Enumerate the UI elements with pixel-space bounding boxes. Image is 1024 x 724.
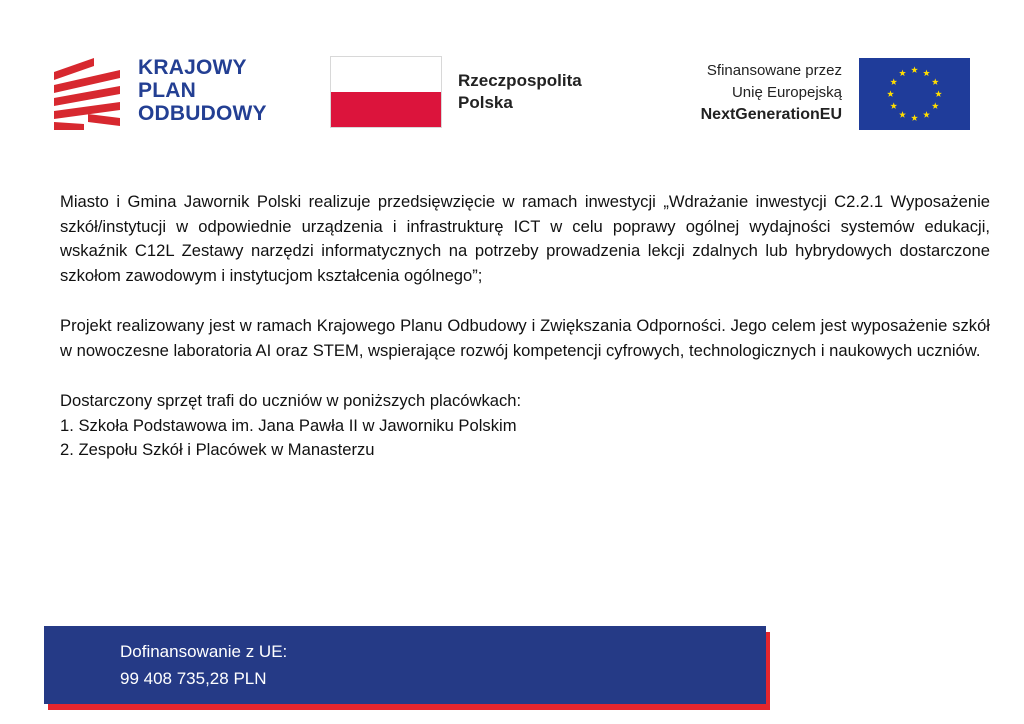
facilities-list <box>60 389 990 463</box>
eu-line-1: Sfinansowane przez <box>706 62 842 79</box>
kpo-line-3: ODBUDOWY <box>138 102 267 125</box>
funding-banner <box>44 626 766 704</box>
rp-logo-text <box>458 70 582 114</box>
polish-flag-icon <box>330 56 442 128</box>
paragraph-investment: Miasto i Gmina Jawornik Polski realizuje przedsięwzięcie w ramach inwestycji „Wdrażanie inwestycji C2.2.1 Wyposażenie szkół/instytucji w odpowiednie urządzenia i infrastrukturę ICT w celu poprawy ogólnej wydajności systemów edukacji, wskaźnik C12L Zestawy narzędzi informatycznych na potrzeby prowadzenia lekcji zdalnych lub hybrydowych dostarczone szkołom zawodowym i instytucjom kształcenia ogólnego”; <box>60 192 990 285</box>
facilities-heading: Dostarczony sprzęt trafi do uczniów w poniższych placówkach: <box>60 391 522 410</box>
kpo-logo-text <box>138 56 267 125</box>
paragraph-project: Projekt realizowany jest w ramach Krajowego Planu Odbudowy i Zwiększania Odporności. Jego celem jest wyposażenie szkół w nowoczesne laboratoria AI oraz STEM, wspierające rozwój kompetencji cyfrowych, technologicznych i naukowych uczniów. <box>60 316 990 360</box>
rp-line-2: Polska <box>458 93 513 112</box>
funding-label: Dofinansowanie z UE: <box>120 642 288 661</box>
announcement-text <box>60 190 990 463</box>
list-item: 1. Szkoła Podstawowa im. Jana Pawła II w Jaworniku Polskim <box>60 415 517 435</box>
kpo-line-2: PLAN <box>138 79 196 102</box>
eu-line-3: NextGenerationEU <box>700 106 842 123</box>
eu-line-2: Unię Europejską <box>731 84 842 101</box>
funding-amount: 99 408 735,28 PLN <box>120 669 267 688</box>
krajowy-plan-odbudowy-logo <box>54 56 294 132</box>
kpo-line-1: KRAJOWY <box>138 56 247 79</box>
rzeczpospolita-polska-logo <box>330 56 630 130</box>
kpo-emblem-icon <box>54 58 124 130</box>
funding-banner-text <box>120 638 287 692</box>
eu-funding-logo <box>650 56 970 132</box>
eu-flag-icon <box>859 58 970 130</box>
rp-line-1: Rzeczpospolita <box>458 71 582 90</box>
list-item: 2. Zespołu Szkół i Placówek w Manasterzu <box>60 440 375 459</box>
eu-logo-text <box>701 60 842 126</box>
